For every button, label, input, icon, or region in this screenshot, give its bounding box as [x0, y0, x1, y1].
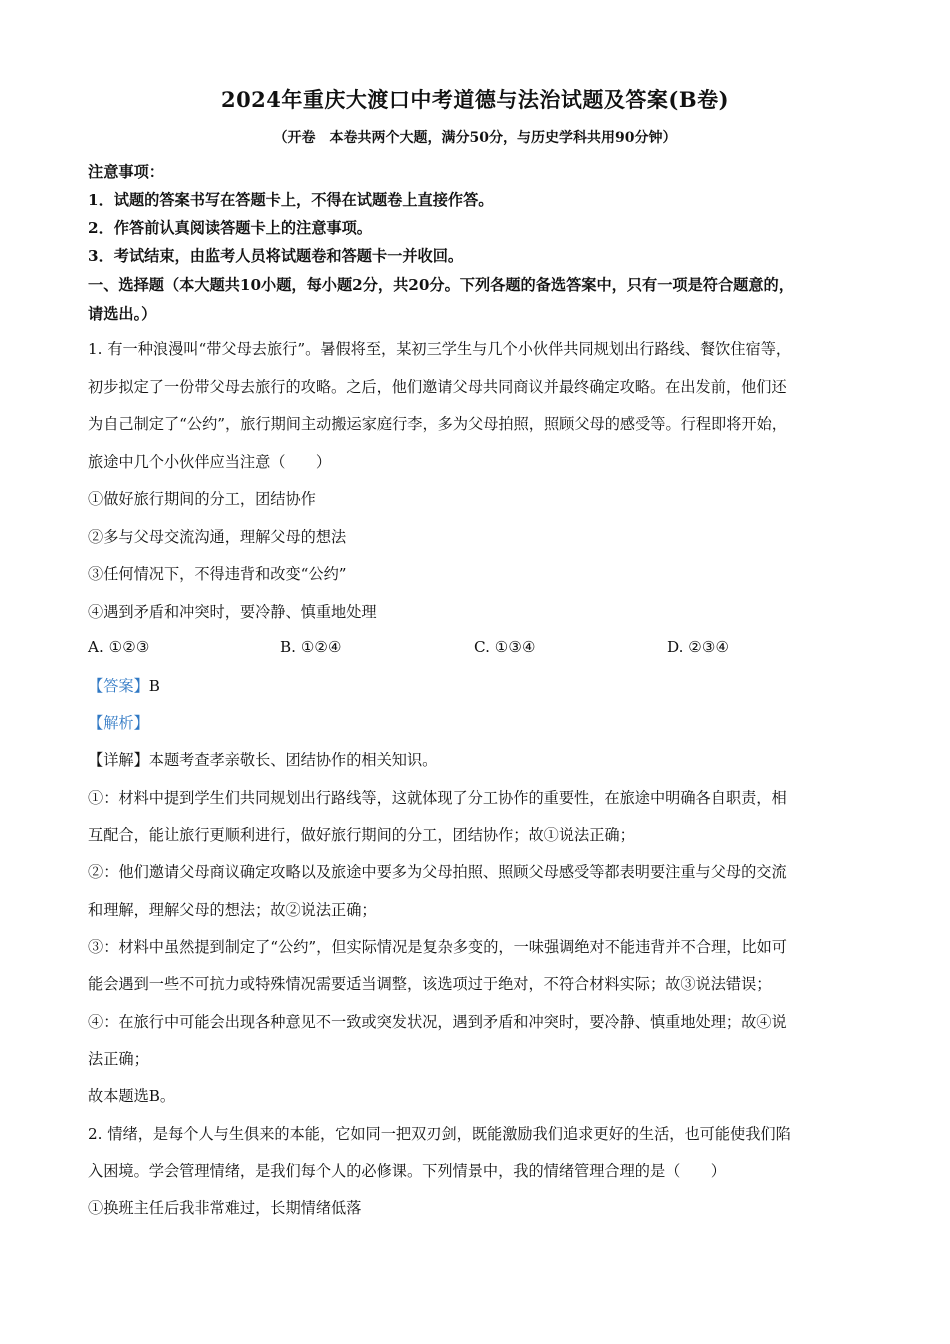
option-a: A. ①②③	[88, 638, 150, 656]
explanation-line: 法正确；	[88, 1050, 149, 1068]
explanation-line: 互配合，能让旅行更顺利进行，做好旅行期间的分工，团结协作；故①说法正确；	[88, 826, 635, 844]
option-d: D. ②③④	[667, 638, 730, 656]
answer-label: 【答案】	[88, 677, 149, 695]
explanation-line: ②：他们邀请父母商议确定攻略以及旅途中要多为父母拍照、照顾父母感受等都表明要注重与父母的交流	[88, 863, 787, 881]
question-stem-line: 1. 有一种浪漫叫“带父母去旅行”。暑假将至，某初三学生与几个小伙伴共同规划出行路线、餐饮住宿等，	[88, 340, 792, 358]
explanation-line: 和理解，理解父母的想法；故②说法正确；	[88, 901, 377, 919]
page-subtitle: （开卷 本卷共两个大题，满分50分，与历史学科共用90分钟）	[273, 130, 677, 146]
explanation-line: ④：在旅行中可能会出现各种意见不一致或突发状况，遇到矛盾和冲突时，要冷静、慎重地处理；故④说	[88, 1013, 787, 1031]
question-stem-line: 为自己制定了“公约”，旅行期间主动搬运家庭行李，多为父母拍照，照顾父母的感受等。行程即将开始，	[88, 415, 787, 433]
section-heading-cont: 请选出。）	[88, 305, 157, 323]
option-c: C. ①③④	[474, 638, 536, 656]
answer-value: B	[148, 677, 160, 695]
notice-item: 2．作答前认真阅读答题卡上的注意事项。	[88, 219, 372, 237]
question-stem-line: 旅途中几个小伙伴应当注意（ ）	[88, 453, 331, 471]
detail-line	[88, 749, 437, 770]
question-stem-line: 入困境。学会管理情绪，是我们每个人的必修课。下列情景中，我的情绪管理合理的是（ ）	[88, 1162, 726, 1180]
explanation-line: ①：材料中提到学生们共同规划出行路线等，这就体现了分工协作的重要性，在旅途中明确各自职责，相	[88, 789, 787, 807]
statement: ①换班主任后我非常难过，长期情绪低落	[88, 1199, 362, 1217]
detail-text: 本题考查孝亲敬长、团结协作的相关知识。	[148, 751, 438, 769]
section-heading: 一、选择题（本大题共10小题，每小题2分，共20分。下列各题的备选答案中，只有一项是符合题意的，	[88, 276, 794, 294]
answer-line	[88, 675, 160, 696]
notice-heading: 注意事项：	[88, 163, 164, 181]
statement: ①做好旅行期间的分工，团结协作	[88, 490, 316, 508]
statement: ③任何情况下，不得违背和改变“公约”	[88, 565, 347, 583]
question-stem-line: 2. 情绪，是每个人与生俱来的本能，它如同一把双刃剑，既能激励我们追求更好的生活，也可能使我们陷	[88, 1125, 791, 1143]
notice-item: 1．试题的答案书写在答题卡上，不得在试题卷上直接作答。	[88, 191, 494, 209]
explanation-line: ③：材料中虽然提到制定了“公约”，但实际情况是复杂多变的，一味强调绝对不能违背并不合理，比如可	[88, 938, 787, 956]
question-stem-line: 初步拟定了一份带父母去旅行的攻略。之后，他们邀请父母共同商议并最终确定攻略。在出发前，他们还	[88, 378, 787, 396]
conclusion-line: 故本题选B。	[88, 1087, 176, 1105]
notice-item: 3．考试结束，由监考人员将试题卷和答题卡一并收回。	[88, 247, 464, 265]
statement: ④遇到矛盾和冲突时，要冷静、慎重地处理	[88, 603, 377, 621]
statement: ②多与父母交流沟通，理解父母的想法	[88, 528, 347, 546]
page-title: 2024年重庆大渡口中考道德与法治试题及答案(B卷)	[220, 87, 730, 112]
option-b: B. ①②④	[280, 638, 342, 656]
analysis-label: 【解析】	[88, 714, 149, 732]
explanation-line: 能会遇到一些不可抗力或特殊情况需要适当调整，该选项过于绝对，不符合材料实际；故③说法错误；	[88, 975, 772, 993]
detail-label: 【详解】	[88, 751, 149, 769]
